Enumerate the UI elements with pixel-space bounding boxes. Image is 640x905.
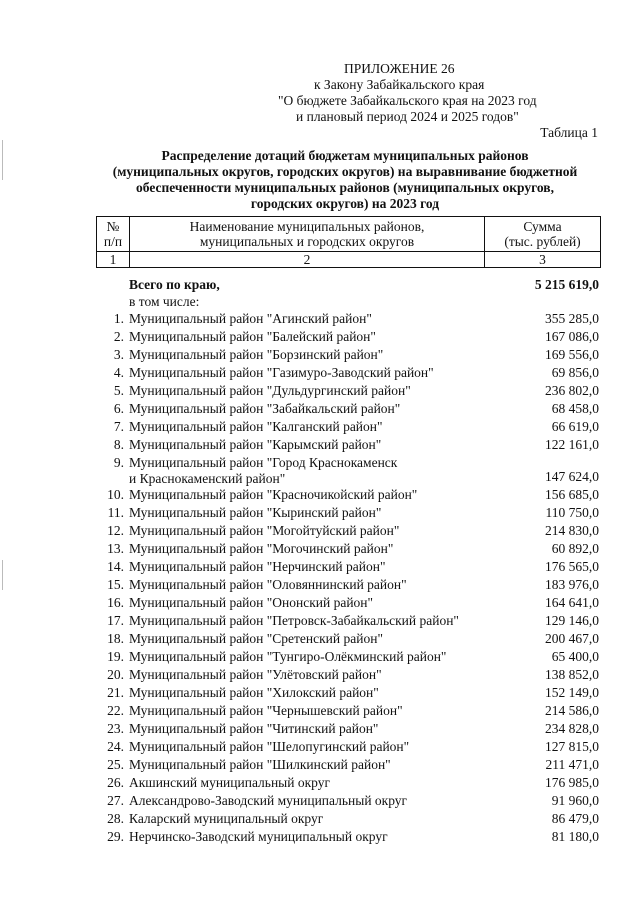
row-name xyxy=(129,365,499,381)
row-number: 16. xyxy=(107,595,124,610)
row-name xyxy=(129,757,499,773)
row-name-line: Муниципальный район "Улётовский район" xyxy=(129,667,382,682)
heading-line: Распределение дотаций бюджетам муниципальных районов xyxy=(161,148,529,163)
appendix-line: к Закону Забайкальского края xyxy=(314,77,485,92)
row-value: 60 892,0 xyxy=(551,541,599,556)
table-body xyxy=(96,276,601,846)
row-name xyxy=(129,775,499,791)
table-row xyxy=(96,418,601,436)
row-value: 66 619,0 xyxy=(551,419,599,434)
column-header-sum xyxy=(485,217,601,252)
table-row xyxy=(96,774,601,792)
table-row xyxy=(96,702,601,720)
row-name-line: Муниципальный район "Газимуро-Заводский район" xyxy=(129,365,434,380)
appendix-block xyxy=(278,61,598,141)
row-value: 147 624,0 xyxy=(545,469,599,484)
row-name-line: Муниципальный район "Город Краснокаменск xyxy=(129,455,398,470)
row-name xyxy=(129,739,499,755)
row-name xyxy=(129,559,499,575)
column-number-1: 1 xyxy=(97,252,130,268)
row-value: 211 471,0 xyxy=(545,757,599,772)
row-number: 29. xyxy=(107,829,124,844)
row-name-line: Муниципальный район "Дульдургинский район" xyxy=(129,383,411,398)
row-name xyxy=(129,455,499,487)
row-number: 23. xyxy=(107,721,124,736)
row-value: 234 828,0 xyxy=(545,721,599,736)
table-row xyxy=(96,382,601,400)
row-name xyxy=(129,613,499,629)
table-row xyxy=(96,756,601,774)
row-value: 156 685,0 xyxy=(545,487,599,502)
table-row xyxy=(96,666,601,684)
column-header-name xyxy=(130,217,485,252)
row-name xyxy=(129,401,499,417)
row-number: 14. xyxy=(107,559,124,574)
row-value: 122 161,0 xyxy=(545,437,599,452)
row-name xyxy=(129,505,499,521)
appendix-line: "О бюджете Забайкальского края на 2023 год xyxy=(278,93,537,108)
table-row xyxy=(96,522,601,540)
row-name-line: Акшинский муниципальный округ xyxy=(129,775,331,790)
table-row xyxy=(96,454,601,486)
table-row xyxy=(96,738,601,756)
table-row xyxy=(96,364,601,382)
table-row xyxy=(96,630,601,648)
row-name-line: Муниципальный район "Кыринский район" xyxy=(129,505,382,520)
row-number: 25. xyxy=(107,757,124,772)
row-name xyxy=(129,577,499,593)
row-number: 27. xyxy=(107,793,124,808)
row-name xyxy=(129,329,499,345)
table-row xyxy=(96,684,601,702)
row-name xyxy=(129,523,499,539)
row-name xyxy=(129,347,499,363)
header-text: п/п xyxy=(103,234,123,249)
heading-line: обеспеченности муниципальных районов (муниципальных округов, xyxy=(136,180,554,195)
row-number: 20. xyxy=(107,667,124,682)
row-number: 3. xyxy=(113,347,124,362)
row-value: 355 285,0 xyxy=(545,311,599,326)
row-name-line: Муниципальный район "Могойтуйский район" xyxy=(129,523,400,538)
row-name xyxy=(129,419,499,435)
row-value: 200 467,0 xyxy=(545,631,599,646)
row-value: 138 852,0 xyxy=(545,667,599,682)
row-value: 169 556,0 xyxy=(545,347,599,362)
row-name xyxy=(129,811,499,827)
row-name xyxy=(129,703,499,719)
table-header xyxy=(96,216,601,268)
row-value: 214 830,0 xyxy=(545,523,599,538)
row-number: 26. xyxy=(107,775,124,790)
row-name xyxy=(129,383,499,399)
row-number: 15. xyxy=(107,577,124,592)
table-row xyxy=(96,576,601,594)
row-name xyxy=(129,829,499,845)
row-name xyxy=(129,541,499,557)
table-label: Таблица 1 xyxy=(540,125,598,140)
subtotal-row xyxy=(96,294,601,310)
row-name-line: Муниципальный район "Калганский район" xyxy=(129,419,383,434)
row-name xyxy=(129,631,499,647)
total-row xyxy=(96,276,601,294)
row-value: 183 976,0 xyxy=(545,577,599,592)
row-number: 18. xyxy=(107,631,124,646)
row-name xyxy=(129,487,499,503)
table-row xyxy=(96,792,601,810)
table-row xyxy=(96,504,601,522)
row-name xyxy=(129,311,499,327)
row-number: 9. xyxy=(113,455,124,470)
subtotal-label: в том числе: xyxy=(129,294,200,309)
row-name-line: Муниципальный район "Забайкальский район" xyxy=(129,401,401,416)
row-value: 164 641,0 xyxy=(545,595,599,610)
row-name xyxy=(129,667,499,683)
row-value: 91 960,0 xyxy=(551,793,599,808)
column-number-3: 3 xyxy=(485,252,601,268)
appendix-line: и плановый период 2024 и 2025 годов" xyxy=(296,109,519,124)
row-value: 127 815,0 xyxy=(545,739,599,754)
header-text: Сумма xyxy=(523,219,562,234)
row-name xyxy=(129,721,499,737)
row-name-line: Муниципальный район "Тунгиро-Олёкминский район" xyxy=(129,649,447,664)
row-number: 11. xyxy=(107,505,124,520)
row-name-line: Каларский муниципальный округ xyxy=(129,811,324,826)
table-row xyxy=(96,594,601,612)
row-name xyxy=(129,595,499,611)
row-value: 214 586,0 xyxy=(545,703,599,718)
row-value: 69 856,0 xyxy=(551,365,599,380)
row-name xyxy=(129,649,499,665)
row-number: 13. xyxy=(107,541,124,556)
row-number: 24. xyxy=(107,739,124,754)
document-heading xyxy=(90,148,600,212)
table-row xyxy=(96,828,601,846)
row-name-line: Нерчинско-Заводский муниципальный округ xyxy=(129,829,388,844)
heading-line: (муниципальных округов, городских округов) на выравнивание бюджетной xyxy=(112,164,578,179)
row-name-line: Муниципальный район "Сретенский район" xyxy=(129,631,383,646)
row-name xyxy=(129,437,499,453)
row-name-line: Муниципальный район "Петровск-Забайкальский район" xyxy=(129,613,459,628)
header-text: Наименование муниципальных районов, xyxy=(189,219,425,234)
total-value: 5 215 619,0 xyxy=(534,277,599,292)
row-number: 7. xyxy=(113,419,124,434)
header-text: (тыс. рублей) xyxy=(504,234,581,249)
row-name-line: Муниципальный район "Шилкинский район" xyxy=(129,757,391,772)
table-row xyxy=(96,400,601,418)
row-number: 1. xyxy=(113,311,124,326)
row-number: 19. xyxy=(107,649,124,664)
table-row xyxy=(96,720,601,738)
row-number: 8. xyxy=(113,437,124,452)
table-row xyxy=(96,486,601,504)
row-name-line: и Краснокаменский район" xyxy=(129,471,286,486)
row-name-line: Муниципальный район "Агинский район" xyxy=(129,311,372,326)
row-name xyxy=(129,685,499,701)
row-name-line: Муниципальный район "Читинский район" xyxy=(129,721,379,736)
table-row xyxy=(96,328,601,346)
row-name-line: Муниципальный район "Карымский район" xyxy=(129,437,382,452)
row-name-line: Муниципальный район "Ононский район" xyxy=(129,595,374,610)
row-number: 6. xyxy=(113,401,124,416)
row-number: 4. xyxy=(113,365,124,380)
row-value: 152 149,0 xyxy=(545,685,599,700)
table-row xyxy=(96,810,601,828)
header-text: муниципальных и городских округов xyxy=(199,234,415,249)
row-value: 176 985,0 xyxy=(545,775,599,790)
table-row xyxy=(96,310,601,328)
column-number-2: 2 xyxy=(130,252,485,268)
row-name-line: Муниципальный район "Шелопугинский район" xyxy=(129,739,410,754)
row-name-line: Муниципальный район "Оловяннинский район" xyxy=(129,577,407,592)
row-number: 21. xyxy=(107,685,124,700)
row-number: 2. xyxy=(113,329,124,344)
table-row xyxy=(96,558,601,576)
row-number: 12. xyxy=(107,523,124,538)
row-value: 65 400,0 xyxy=(551,649,599,664)
row-name-line: Муниципальный район "Нерчинский район" xyxy=(129,559,386,574)
row-number: 17. xyxy=(107,613,124,628)
total-label: Всего по краю, xyxy=(129,277,220,292)
table-row xyxy=(96,612,601,630)
table-row xyxy=(96,346,601,364)
row-value: 236 802,0 xyxy=(545,383,599,398)
row-name-line: Муниципальный район "Могочинский район" xyxy=(129,541,394,556)
table-row xyxy=(96,540,601,558)
row-value: 167 086,0 xyxy=(545,329,599,344)
row-name-line: Муниципальный район "Борзинский район" xyxy=(129,347,384,362)
row-number: 5. xyxy=(113,383,124,398)
row-value: 86 479,0 xyxy=(551,811,599,826)
table-row xyxy=(96,648,601,666)
row-value: 176 565,0 xyxy=(545,559,599,574)
row-name-line: Муниципальный район "Хилокский район" xyxy=(129,685,379,700)
column-header-number xyxy=(97,217,130,252)
row-value: 81 180,0 xyxy=(551,829,599,844)
scan-margin-mark xyxy=(2,140,3,180)
appendix-title: ПРИЛОЖЕНИЕ 26 xyxy=(344,61,455,76)
row-name-line: Муниципальный район "Балейский район" xyxy=(129,329,376,344)
row-value: 129 146,0 xyxy=(545,613,599,628)
row-name-line: Александрово-Заводский муниципальный округ xyxy=(129,793,408,808)
scan-margin-mark xyxy=(2,560,3,590)
row-name-line: Муниципальный район "Красночикойский район" xyxy=(129,487,418,502)
row-number: 28. xyxy=(107,811,124,826)
row-name-line: Муниципальный район "Чернышевский район" xyxy=(129,703,403,718)
row-number: 10. xyxy=(107,487,124,502)
header-text: № xyxy=(106,219,120,234)
heading-line: городских округов) на 2023 год xyxy=(250,196,440,211)
row-value: 110 750,0 xyxy=(545,505,599,520)
row-number: 22. xyxy=(107,703,124,718)
table-row xyxy=(96,436,601,454)
row-name xyxy=(129,793,499,809)
row-value: 68 458,0 xyxy=(551,401,599,416)
